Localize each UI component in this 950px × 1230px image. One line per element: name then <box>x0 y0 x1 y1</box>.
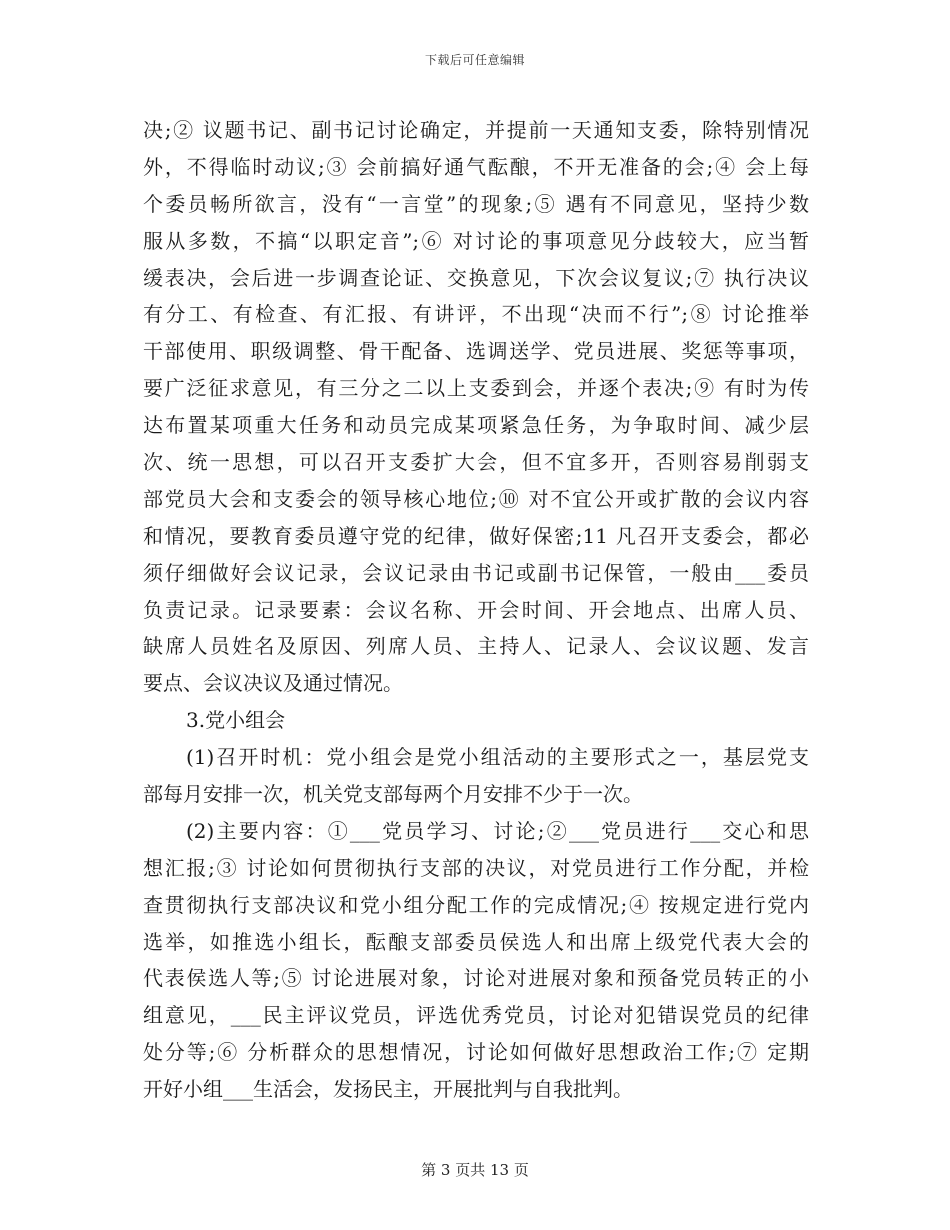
text-line: 部党员大会和支委会的领导核心地位;⑩ 对不宜公开或扩散的会议内容 <box>143 486 809 511</box>
text-line: 有分工、有检查、有汇报、有讲评，不出现“决而不行”;⑧ 讨论推举 <box>143 302 809 327</box>
text-line: 查贯彻执行支部决议和党小组分配工作的完成情况;④ 按规定进行党内 <box>143 892 809 917</box>
text-line: 组意见，___民主评议党员，评选优秀党员，讨论对犯错误党员的纪律 <box>143 1003 809 1028</box>
text-line: 决;② 议题书记、副书记讨论确定，并提前一天通知支委，除特别情况 <box>143 118 809 142</box>
text-line: 须仔细做好会议记录，会议记录由书记或副书记保管，一般由___委员 <box>143 560 809 585</box>
text-line: 次、统一思想，可以召开支委扩大会，但不宜多开，否则容易削弱支 <box>143 450 809 475</box>
text-line: 干部使用、职级调整、骨干配备、选调送学、党员进展、奖惩等事项， <box>143 339 809 364</box>
text-line: 选举，如推选小组长，酝酿支部委员侯选人和出席上级党代表大会的 <box>143 929 809 954</box>
text-line: 缓表决，会后进一步调查论证、交换意见，下次会议复议;⑦ 执行决议 <box>143 265 809 290</box>
page-footer: 第 3 页共 13 页 <box>421 1161 529 1179</box>
text-line: 和情况，要教育委员遵守党的纪律，做好保密;11 凡召开支委会，都必 <box>143 523 809 548</box>
text-line: 服从多数，不搞“以职定音”;⑥ 对讨论的事项意见分歧较大，应当暂 <box>143 228 809 253</box>
text-line: 开好小组___生活会，发扬民主，开展批判与自我批判。 <box>143 1077 633 1102</box>
text-line: 部每月安排一次，机关党支部每两个月安排不少于一次。 <box>143 782 643 807</box>
text-line: (1)召开时机：党小组会是党小组活动的主要形式之一，基层党支 <box>186 745 809 770</box>
section-heading: 3.党小组会 <box>186 708 286 733</box>
text-line: 处分等;⑥ 分析群众的思想情况，讨论如何做好思想政治工作;⑦ 定期 <box>143 1040 809 1065</box>
text-line: 缺席人员姓名及原因、列席人员、主持人、记录人、会议议题、发言 <box>143 634 809 659</box>
page-header: 下载后可任意编辑 <box>424 53 525 67</box>
text-line: 个委员畅所欲言，没有“一言堂”的现象;⑤ 遇有不同意见，坚持少数 <box>143 191 809 216</box>
text-line: 代表侯选人等;⑤ 讨论进展对象，讨论对进展对象和预备党员转正的小 <box>143 966 809 991</box>
text-line: (2)主要内容：①___党员学习、讨论;②___党员进行___交心和思 <box>186 818 809 843</box>
text-line: 达布置某项重大任务和动员完成某项紧急任务，为争取时间、减少层 <box>143 413 809 438</box>
text-line: 想汇报;③ 讨论如何贯彻执行支部的决议，对党员进行工作分配，并检 <box>143 855 809 880</box>
text-line: 要广泛征求意见，有三分之二以上支委到会，并逐个表决;⑨ 有时为传 <box>143 376 809 401</box>
body-text <box>143 112 809 1108</box>
text-line: 外，不得临时动议;③ 会前搞好通气酝酿，不开无准备的会;④ 会上每 <box>143 154 809 179</box>
text-line: 要点、会议决议及通过情况。 <box>143 671 403 696</box>
text-line: 负责记录。记录要素：会议名称、开会时间、开会地点、出席人员、 <box>143 597 809 622</box>
